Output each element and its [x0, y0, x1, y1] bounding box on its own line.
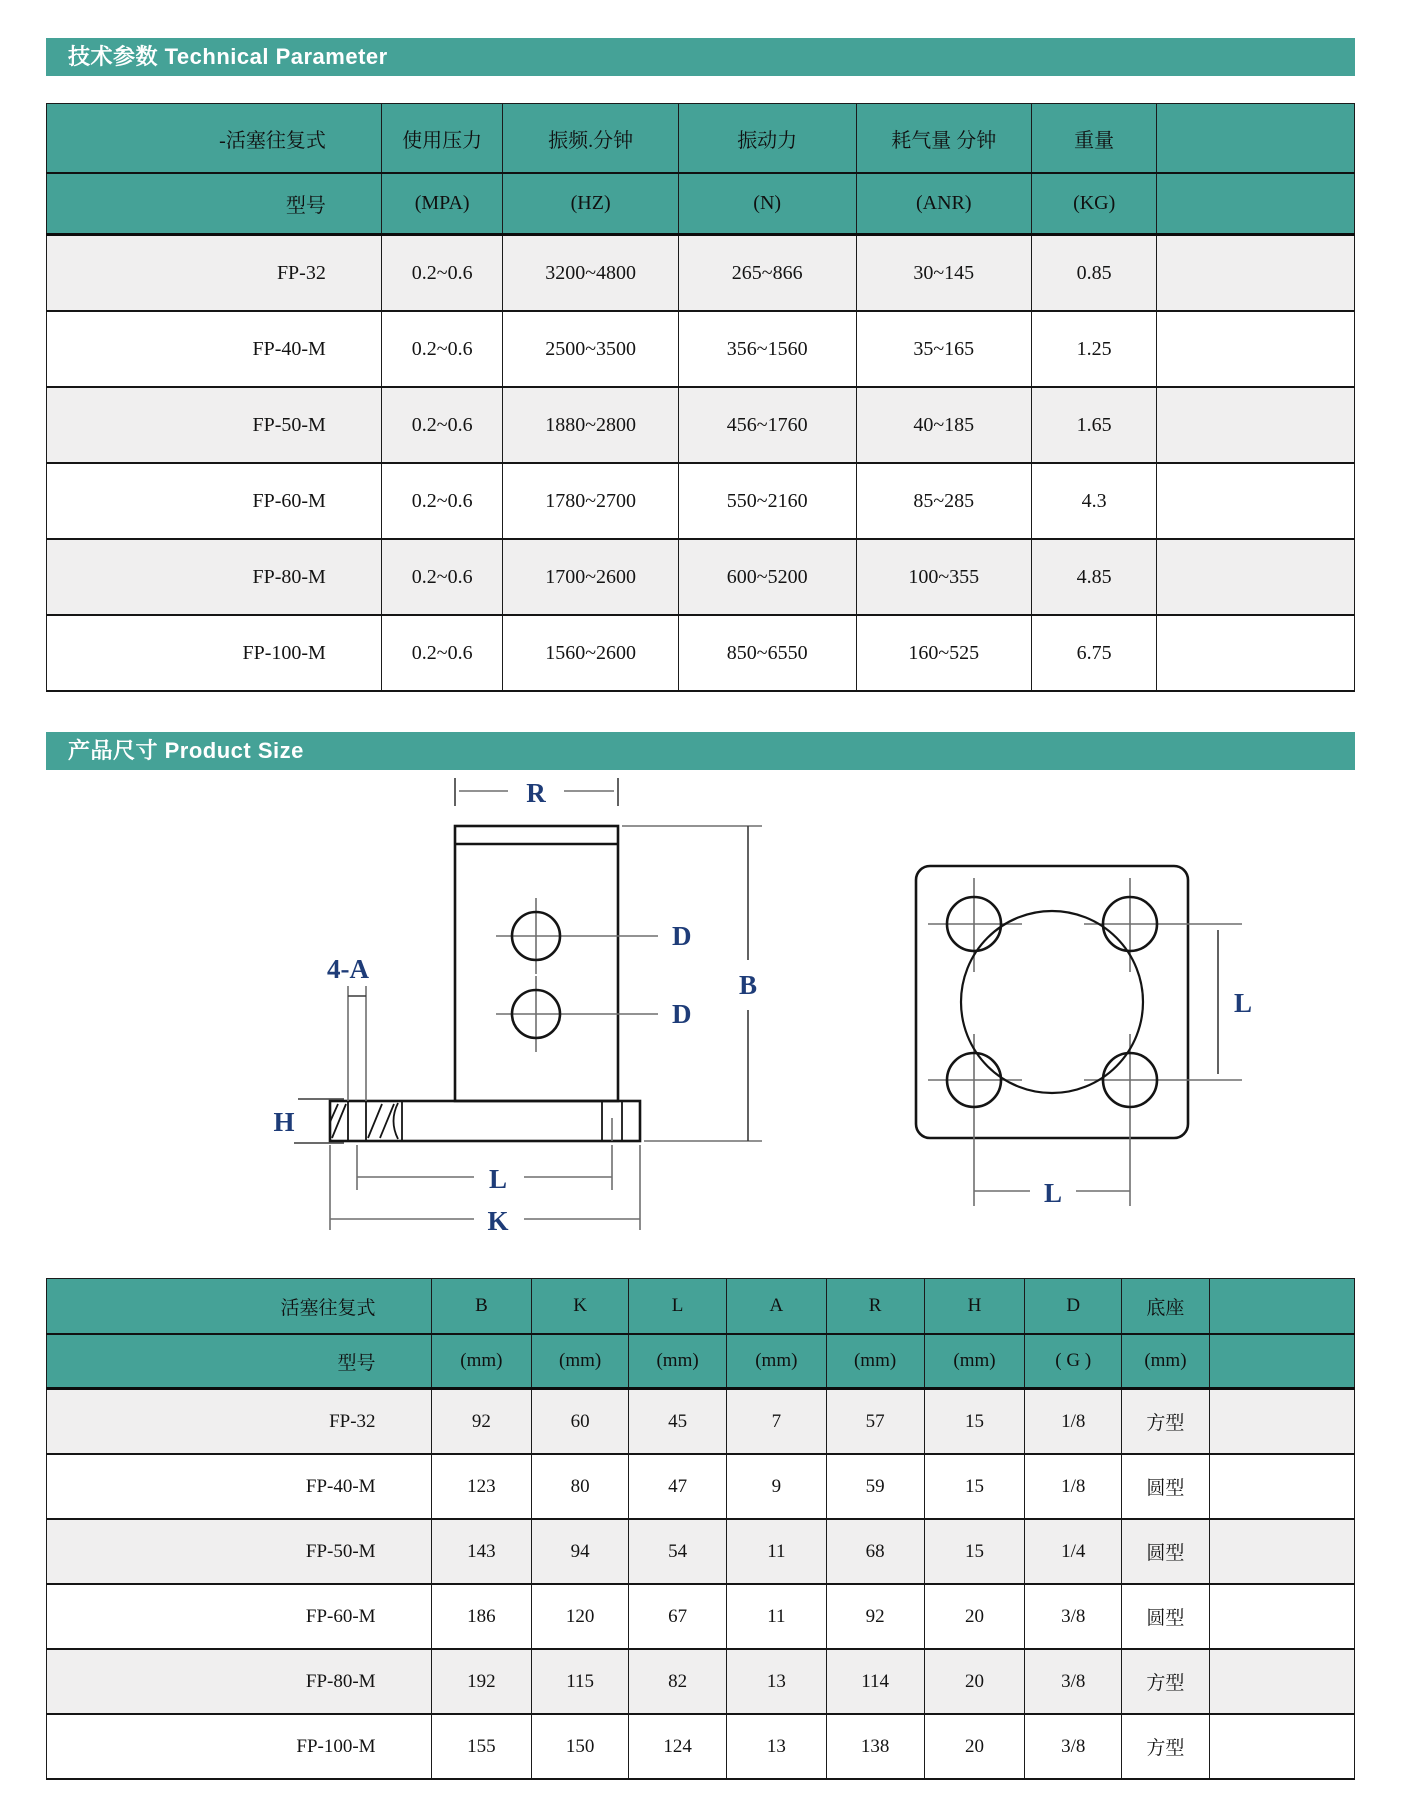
table-row [47, 1584, 1355, 1649]
cell-h: 15 [924, 1454, 1025, 1519]
cell-weight: 4.85 [1031, 539, 1157, 615]
cell-h: 20 [924, 1584, 1025, 1649]
table-row [47, 615, 1355, 691]
unit-model: 型号 [47, 1334, 432, 1389]
dim-label-l-side: L [488, 1164, 508, 1194]
table-row [47, 463, 1355, 539]
header-empty [1209, 1279, 1354, 1335]
cell-a: 7 [727, 1389, 826, 1455]
cell-pressure: 0.2~0.6 [381, 463, 503, 539]
cell-empty [1209, 1714, 1354, 1779]
cell-vibration-force: 850~6550 [678, 615, 856, 691]
table-row [47, 1714, 1355, 1779]
cell-empty [1157, 463, 1355, 539]
cell-pressure: 0.2~0.6 [381, 311, 503, 387]
cell-air-consumption: 160~525 [856, 615, 1031, 691]
cell-air-consumption: 85~285 [856, 463, 1031, 539]
technical-parameter-table [46, 103, 1355, 692]
cell-model: FP-32 [47, 1389, 432, 1455]
header-air-consumption: 耗气量 分钟 [856, 104, 1031, 174]
dim-label-l-bottom: L [1043, 1178, 1063, 1208]
cell-b: 186 [431, 1584, 532, 1649]
cell-empty [1157, 235, 1355, 312]
size-table-header [47, 1279, 1355, 1389]
cell-vibration-force: 456~1760 [678, 387, 856, 463]
cell-frequency: 3200~4800 [503, 235, 678, 312]
unit-n: (N) [678, 173, 856, 235]
header-a: A [727, 1279, 826, 1335]
cell-d: 3/8 [1025, 1584, 1122, 1649]
cell-r: 92 [826, 1584, 924, 1649]
cell-model: FP-50-M [47, 1519, 432, 1584]
cell-d: 1/8 [1025, 1454, 1122, 1519]
header-empty [1157, 104, 1355, 174]
cell-r: 59 [826, 1454, 924, 1519]
dim-label-b: B [738, 970, 758, 1000]
cell-r: 68 [826, 1519, 924, 1584]
cell-h: 20 [924, 1649, 1025, 1714]
table-row [47, 1454, 1355, 1519]
unit-l-mm: (mm) [629, 1334, 727, 1389]
size-table-body [47, 1389, 1355, 1780]
header-frequency: 振频.分钟 [503, 104, 678, 174]
cell-weight: 1.65 [1031, 387, 1157, 463]
header-pressure: 使用压力 [381, 104, 503, 174]
unit-anr: (ANR) [856, 173, 1031, 235]
table-row [47, 1519, 1355, 1584]
cell-base-type: 方型 [1122, 1714, 1210, 1779]
cell-d: 3/8 [1025, 1649, 1122, 1714]
cell-r: 138 [826, 1714, 924, 1779]
cell-frequency: 1700~2600 [503, 539, 678, 615]
cell-l: 47 [629, 1454, 727, 1519]
bottom-view-diagram [916, 866, 1252, 1208]
unit-r-mm: (mm) [826, 1334, 924, 1389]
cell-l: 45 [629, 1389, 727, 1455]
cell-frequency: 1880~2800 [503, 387, 678, 463]
dim-label-k: K [487, 1206, 509, 1236]
cell-pressure: 0.2~0.6 [381, 387, 503, 463]
cell-model: FP-60-M [47, 1584, 432, 1649]
table-row [47, 387, 1355, 463]
unit-k-mm: (mm) [532, 1334, 629, 1389]
cell-weight: 0.85 [1031, 235, 1157, 312]
section-title-size: 产品尺寸 Product Size [46, 732, 1355, 770]
cell-empty [1157, 387, 1355, 463]
cell-frequency: 2500~3500 [503, 311, 678, 387]
cell-empty [1209, 1649, 1354, 1714]
dim-label-d-bottom: D [672, 999, 692, 1029]
cell-a: 11 [727, 1584, 826, 1649]
unit-h-mm: (mm) [924, 1334, 1025, 1389]
cell-l: 67 [629, 1584, 727, 1649]
cell-b: 92 [431, 1389, 532, 1455]
cell-vibration-force: 356~1560 [678, 311, 856, 387]
unit-base-mm: (mm) [1122, 1334, 1210, 1389]
table-row [47, 539, 1355, 615]
header-weight: 重量 [1031, 104, 1157, 174]
header-r: R [826, 1279, 924, 1335]
cell-empty [1209, 1389, 1354, 1455]
cell-r: 114 [826, 1649, 924, 1714]
cell-k: 60 [532, 1389, 629, 1455]
unit-d-g: ( G ) [1025, 1334, 1122, 1389]
unit-mpa: (MPA) [381, 173, 503, 235]
cell-frequency: 1780~2700 [503, 463, 678, 539]
cell-b: 192 [431, 1649, 532, 1714]
cell-weight: 6.75 [1031, 615, 1157, 691]
cell-vibration-force: 600~5200 [678, 539, 856, 615]
dim-label-4a: 4-A [327, 954, 369, 984]
cell-d: 1/4 [1025, 1519, 1122, 1584]
cell-model: FP-100-M [47, 615, 382, 691]
table-units-row [47, 1334, 1355, 1389]
cell-air-consumption: 100~355 [856, 539, 1031, 615]
cell-d: 3/8 [1025, 1714, 1122, 1779]
dim-label-l-right: L [1234, 988, 1253, 1018]
cell-k: 80 [532, 1454, 629, 1519]
unit-b-mm: (mm) [431, 1334, 532, 1389]
header-d: D [1025, 1279, 1122, 1335]
header-k: K [532, 1279, 629, 1335]
cell-model: FP-60-M [47, 463, 382, 539]
product-size-table [46, 1278, 1355, 1780]
cell-empty [1157, 539, 1355, 615]
cell-empty [1157, 615, 1355, 691]
cell-h: 15 [924, 1519, 1025, 1584]
technical-table-body [47, 235, 1355, 692]
cell-empty [1209, 1519, 1354, 1584]
cell-h: 20 [924, 1714, 1025, 1779]
cell-base-type: 方型 [1122, 1649, 1210, 1714]
cell-k: 94 [532, 1519, 629, 1584]
dim-label-h: H [273, 1107, 295, 1137]
unit-empty [1157, 173, 1355, 235]
cell-b: 155 [431, 1714, 532, 1779]
header-l: L [629, 1279, 727, 1335]
cell-k: 150 [532, 1714, 629, 1779]
dim-label-d-top: D [672, 921, 692, 951]
cell-a: 13 [727, 1714, 826, 1779]
cell-model: FP-40-M [47, 311, 382, 387]
cell-air-consumption: 35~165 [856, 311, 1031, 387]
table-header-row [47, 1279, 1355, 1335]
cell-pressure: 0.2~0.6 [381, 539, 503, 615]
cell-weight: 4.3 [1031, 463, 1157, 539]
side-view-diagram [273, 778, 762, 1236]
table-row [47, 1389, 1355, 1455]
cell-r: 57 [826, 1389, 924, 1455]
cell-l: 124 [629, 1714, 727, 1779]
cell-a: 13 [727, 1649, 826, 1714]
cell-vibration-force: 550~2160 [678, 463, 856, 539]
cell-l: 82 [629, 1649, 727, 1714]
cell-a: 11 [727, 1519, 826, 1584]
cell-d: 1/8 [1025, 1389, 1122, 1455]
cell-b: 123 [431, 1454, 532, 1519]
header-h: H [924, 1279, 1025, 1335]
cell-pressure: 0.2~0.6 [381, 615, 503, 691]
cell-empty [1209, 1454, 1354, 1519]
header-vibration-force: 振动力 [678, 104, 856, 174]
header-model-series: -活塞往复式 [47, 104, 382, 174]
cell-k: 115 [532, 1649, 629, 1714]
unit-hz: (HZ) [503, 173, 678, 235]
cell-h: 15 [924, 1389, 1025, 1455]
cell-k: 120 [532, 1584, 629, 1649]
cell-base-type: 方型 [1122, 1389, 1210, 1455]
unit-kg: (KG) [1031, 173, 1157, 235]
unit-model: 型号 [47, 173, 382, 235]
cell-air-consumption: 30~145 [856, 235, 1031, 312]
cell-model: FP-32 [47, 235, 382, 312]
cell-weight: 1.25 [1031, 311, 1157, 387]
header-model-series: 活塞往复式 [47, 1279, 432, 1335]
table-units-row [47, 173, 1355, 235]
table-row [47, 1649, 1355, 1714]
cell-air-consumption: 40~185 [856, 387, 1031, 463]
cell-base-type: 圆型 [1122, 1454, 1210, 1519]
table-row [47, 235, 1355, 312]
cell-pressure: 0.2~0.6 [381, 235, 503, 312]
product-size-diagrams [46, 778, 1355, 1278]
table-row [47, 311, 1355, 387]
cell-model: FP-50-M [47, 387, 382, 463]
cell-model: FP-100-M [47, 1714, 432, 1779]
dim-label-r: R [526, 778, 546, 808]
cell-vibration-force: 265~866 [678, 235, 856, 312]
cell-model: FP-80-M [47, 539, 382, 615]
cell-b: 143 [431, 1519, 532, 1584]
unit-empty [1209, 1334, 1354, 1389]
table-header-row [47, 104, 1355, 174]
technical-table-header [47, 104, 1355, 235]
cell-l: 54 [629, 1519, 727, 1584]
cell-empty [1157, 311, 1355, 387]
cell-base-type: 圆型 [1122, 1584, 1210, 1649]
cell-frequency: 1560~2600 [503, 615, 678, 691]
header-base: 底座 [1122, 1279, 1210, 1335]
cell-base-type: 圆型 [1122, 1519, 1210, 1584]
cell-a: 9 [727, 1454, 826, 1519]
cell-empty [1209, 1584, 1354, 1649]
header-b: B [431, 1279, 532, 1335]
section-title-technical: 技术参数 Technical Parameter [46, 38, 1355, 76]
unit-a-mm: (mm) [727, 1334, 826, 1389]
cell-model: FP-40-M [47, 1454, 432, 1519]
dimension-drawing [46, 778, 1355, 1278]
cell-model: FP-80-M [47, 1649, 432, 1714]
